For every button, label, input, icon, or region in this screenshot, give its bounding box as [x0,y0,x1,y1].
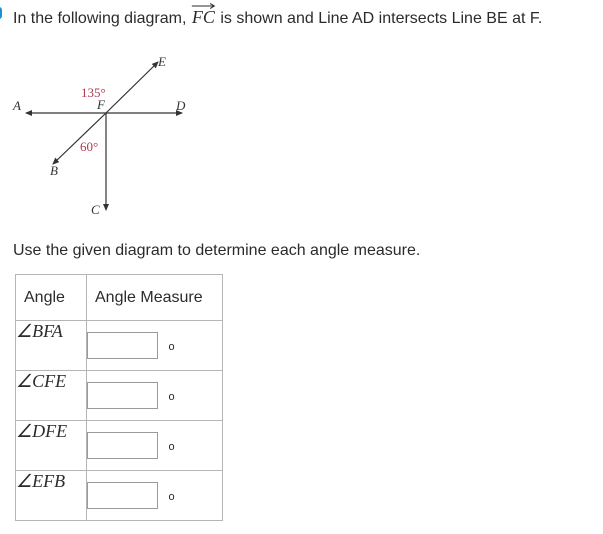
angle-efb-input[interactable] [87,482,158,509]
point-label-d: D [176,98,186,113]
angle-name-cfe: ∠CFE [16,371,87,421]
angle-label-135: 135° [81,85,106,100]
prompt-after: is shown and Line AD intersects Line BE at F. [220,10,543,27]
prompt-before: In the following diagram, [13,10,187,27]
instruction-text: Use the given diagram to determine each angle measure. [13,242,421,259]
angle-name-dfe: ∠DFE [16,421,87,471]
question-prompt [13,6,542,30]
measure-cell [87,421,223,471]
measure-cell [87,471,223,521]
angle-name-bfa: ∠BFA [16,321,87,371]
geometry-diagram [0,48,215,223]
ray-arrow-icon [191,2,216,10]
question-marker [0,7,2,19]
measure-cell [87,371,223,421]
angle-table [15,274,223,521]
angle-label-60: 60° [80,139,99,154]
point-label-b: B [50,163,58,178]
table-header-row [16,275,223,321]
angle-name-efb: ∠EFB [16,471,87,521]
point-label-e: E [158,54,166,69]
table-row [16,471,223,521]
angle-cfe-input[interactable] [87,382,158,409]
ray-fc [191,6,216,28]
measure-cell [87,321,223,371]
ray-name: FC [191,7,215,27]
point-label-c: C [91,202,100,217]
angle-dfe-input[interactable] [87,432,158,459]
table-row [16,321,223,371]
table-row [16,421,223,471]
point-label-a: A [13,98,21,113]
angle-bfa-input[interactable] [87,332,158,359]
degree-symbol: o [168,340,175,353]
degree-symbol: o [168,440,175,453]
line-be-upper [106,62,158,113]
degree-symbol: o [168,490,175,503]
degree-symbol: o [168,390,175,403]
header-angle-measure: Angle Measure [87,275,223,321]
header-angle: Angle [16,275,87,321]
point-label-f: F [97,97,105,112]
table-row [16,371,223,421]
